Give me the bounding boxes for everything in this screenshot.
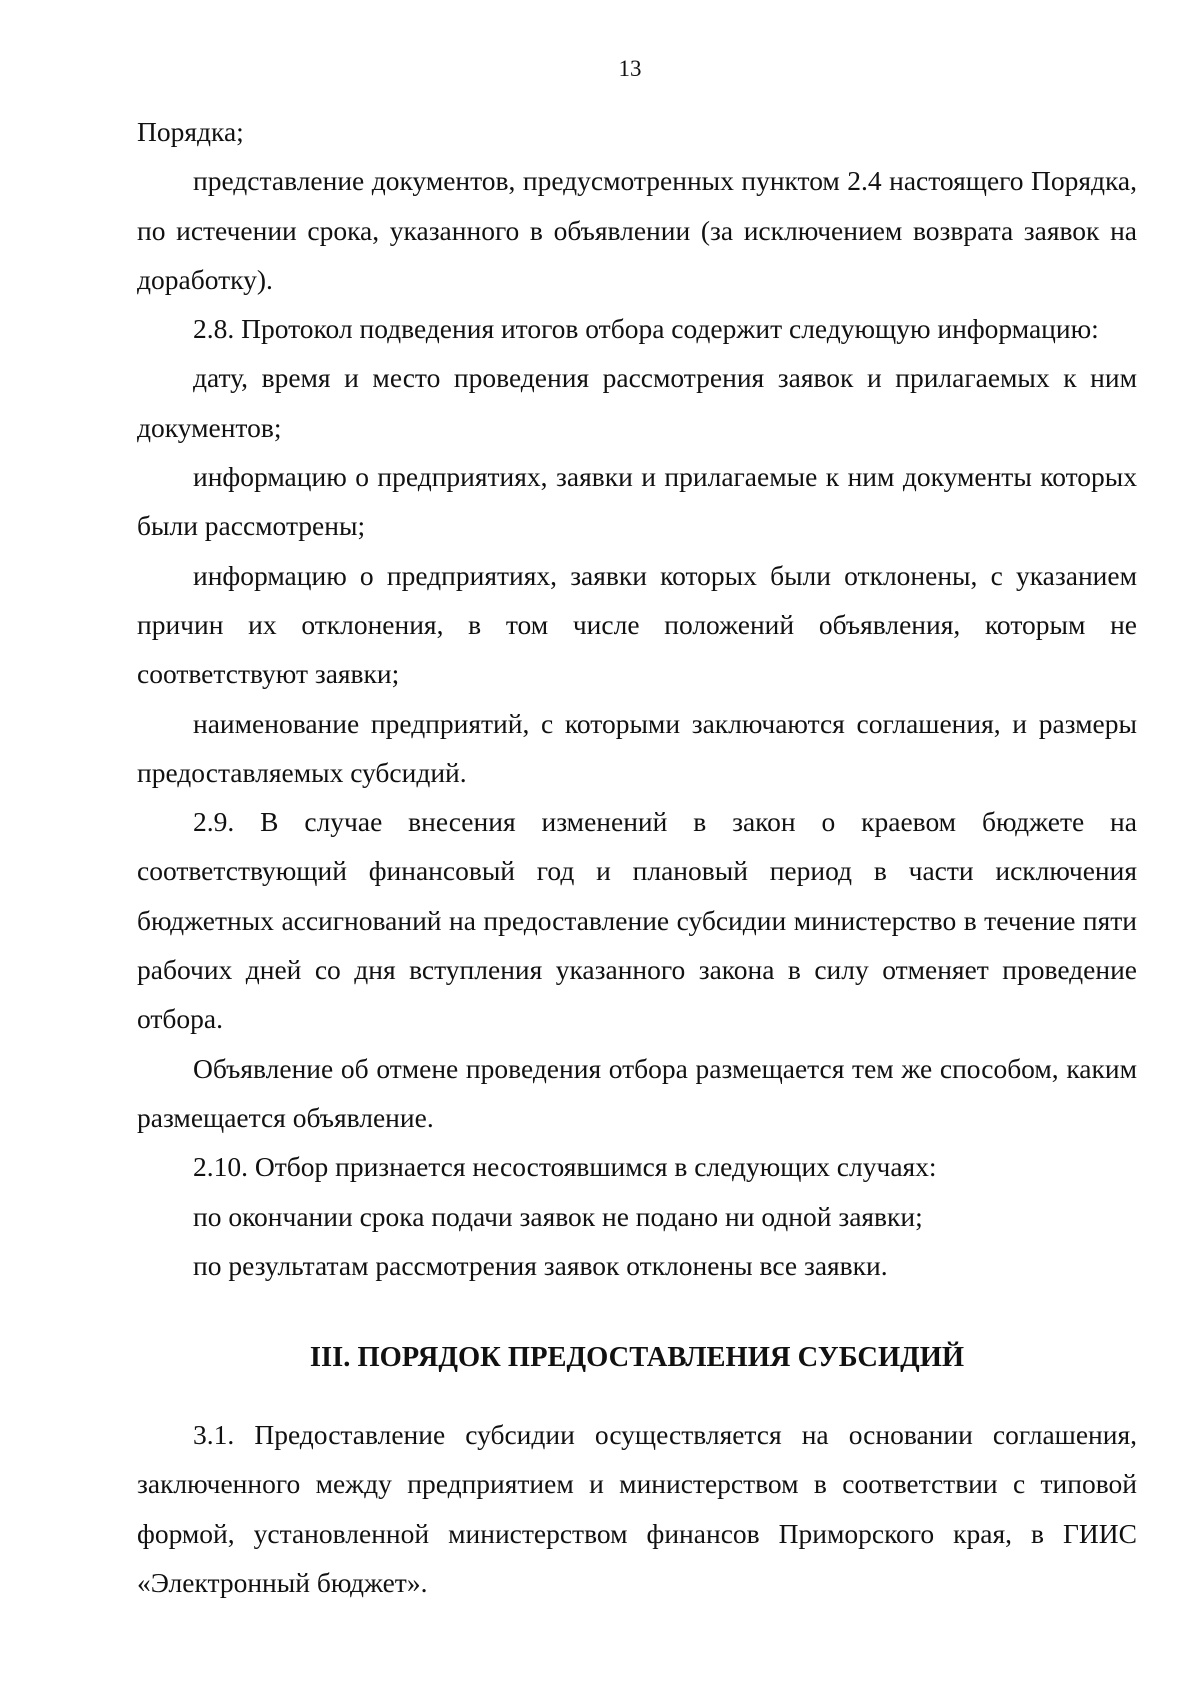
paragraph: Объявление об отмене проведения отбора размещается тем же способом, каким размещается объявление. [137, 1052, 1137, 1133]
document-body [137, 107, 1137, 1290]
paragraph: 3.1. Предоставление субсидии осуществляется на основании соглашения, заключенного между предприятием и министерством в соответствии с типовой формой, установленной министерством финансов Приморского края, в ГИИС «Электронный бюджет». [137, 1419, 1137, 1598]
page-number: 13 [618, 56, 642, 81]
paragraph: представление документов, предусмотренных пунктом 2.4 настоящего Порядка, по истечении срока, указанного в объявлении (за исключением возврата заявок на доработку). [137, 165, 1137, 295]
paragraph: наименование предприятий, с которыми заключаются соглашения, и размеры предоставляемых субсидий. [137, 707, 1137, 788]
paragraph: по окончании срока подачи заявок не подано ни одной заявки; [193, 1200, 923, 1232]
section-body [137, 1410, 1137, 1607]
paragraph: по результатам рассмотрения заявок отклонены все заявки. [193, 1249, 888, 1281]
paragraph: дату, время и место проведения рассмотрения заявок и прилагаемых к ним документов; [137, 362, 1137, 443]
paragraph: Порядка; [137, 116, 244, 147]
paragraph: информацию о предприятиях, заявки и прилагаемые к ним документы которых были рассмотрены; [137, 461, 1137, 542]
paragraph: 2.8. Протокол подведения итогов отбора содержит следующую информацию: [193, 313, 1099, 345]
paragraph: информацию о предприятиях, заявки которых были отклонены, с указанием причин их отклонения, в том числе положений объявления, которым не соответствуют заявки; [137, 559, 1137, 690]
paragraph: 2.10. Отбор признается несостоявшимся в следующих случаях: [193, 1151, 937, 1183]
paragraph: 2.9. В случае внесения изменений в закон о краевом бюджете на соответствующий финансовый год и плановый период в части исключения бюджетных ассигнований на предоставление субсидии министерство в течение пяти рабочих дней со дня вступления указанного закона в силу отменяет проведение отбора. [137, 806, 1137, 1035]
section-heading: III. ПОРЯДОК ПРЕДОСТАВЛЕНИЯ СУБСИДИЙ [309, 1342, 965, 1373]
